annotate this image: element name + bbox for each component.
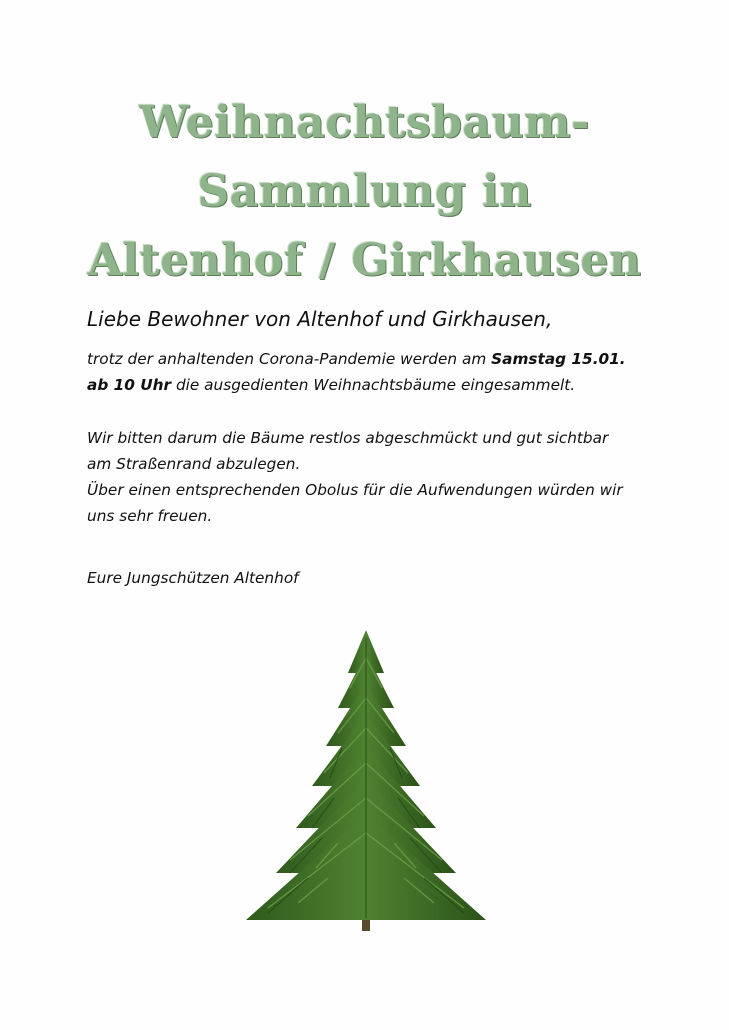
request-line-2: am Straßenrand abzulegen. <box>87 455 301 473</box>
announcement-paragraph <box>87 346 657 398</box>
title-line-3: Altenhof / Girkhausen <box>87 235 642 286</box>
request-paragraph <box>87 425 657 529</box>
page-title <box>0 88 729 295</box>
request-line-1: Wir bitten darum die Bäume restlos abgeschmückt und gut sichtbar <box>87 429 609 447</box>
title-line-2: Sammlung in <box>197 166 532 217</box>
title-line-1: Weihnachtsbaum- <box>139 97 590 148</box>
announcement-date: Samstag 15.01. <box>491 350 626 368</box>
signature: Eure Jungschützen Altenhof <box>87 569 299 587</box>
request-line-4: uns sehr freuen. <box>87 507 213 525</box>
announcement-text-1: trotz der anhaltenden Corona-Pandemie werden am <box>87 350 492 368</box>
request-line-3: Über einen entsprechenden Obolus für die Aufwendungen würden wir <box>87 481 623 499</box>
announcement-time: ab 10 Uhr <box>87 376 172 394</box>
announcement-text-2: die ausgedienten Weihnachtsbäume eingesammelt. <box>171 376 576 394</box>
greeting: Liebe Bewohner von Altenhof und Girkhausen, <box>87 307 553 331</box>
christmas-tree-icon <box>238 628 494 938</box>
